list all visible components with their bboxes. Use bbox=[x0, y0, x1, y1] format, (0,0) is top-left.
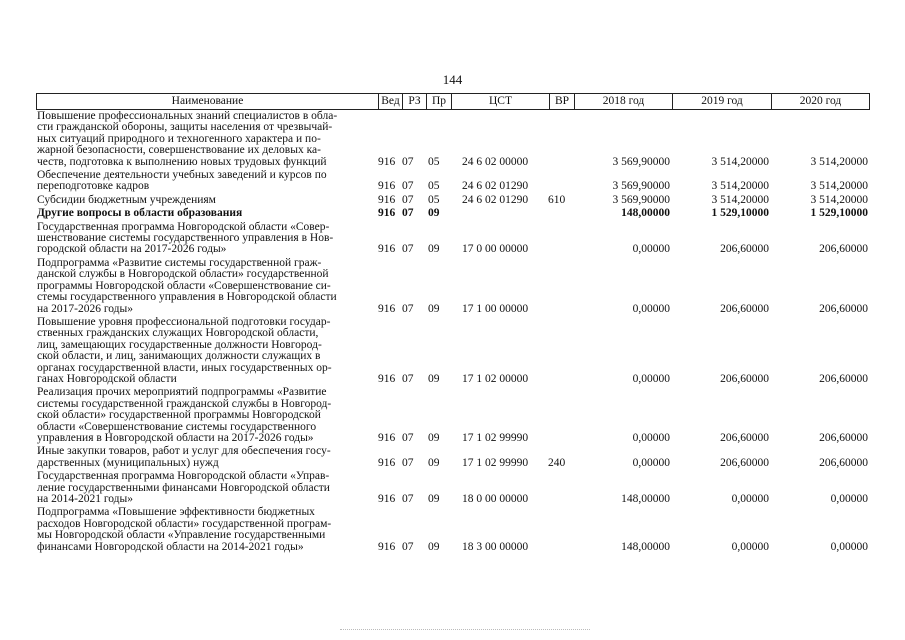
row-name-line: Обеспечение деятельности учебных заведений и курсов по bbox=[37, 169, 327, 182]
row-name-line: жарной безопасности, совершенствование их деловых ка- bbox=[37, 144, 321, 157]
row-2018: 3 569,90000 bbox=[612, 180, 670, 193]
row-name-line: сти гражданской обороны, защиты населения от чрезвычай- bbox=[37, 121, 333, 134]
row-2018: 0,00000 bbox=[632, 243, 670, 256]
table-row bbox=[36, 470, 870, 506]
row-pr: 05 bbox=[428, 155, 440, 168]
row-name-line: Реализация прочих мероприятий подпрограммы «Развитие bbox=[37, 386, 327, 399]
row-pr: 09 bbox=[428, 243, 440, 256]
row-cst: 24 6 02 01290 bbox=[462, 193, 529, 206]
row-name bbox=[36, 316, 377, 386]
row-2018: 0,00000 bbox=[632, 372, 670, 385]
row-pr: 09 bbox=[428, 302, 440, 315]
row-name-line: на 2014-2021 годы» bbox=[37, 493, 134, 505]
row-pr: 09 bbox=[428, 372, 440, 385]
row-name-line: органах государственной власти, иных государственных ор- bbox=[37, 361, 332, 374]
row-name-line: данской службы в Новгородской области» государственной bbox=[37, 268, 329, 281]
header-ved: Вед bbox=[378, 94, 402, 109]
table-row bbox=[36, 445, 870, 470]
row-2019: 206,60000 bbox=[720, 302, 769, 315]
row-pr: 09 bbox=[428, 493, 440, 505]
table-row bbox=[36, 110, 870, 169]
row-2019: 206,60000 bbox=[720, 372, 769, 385]
row-2018: 0,00000 bbox=[632, 431, 670, 444]
header-rz: РЗ bbox=[402, 94, 426, 109]
row-2018: 0,00000 bbox=[632, 456, 670, 469]
row-name-line: Государственная программа Новгородской области «Управ- bbox=[37, 470, 330, 483]
row-rz: 07 bbox=[402, 372, 414, 385]
row-name-line: стемы государственного управления в Новгородской области bbox=[37, 291, 337, 304]
table-row bbox=[36, 506, 870, 554]
row-cst: 17 1 02 99990 bbox=[462, 431, 529, 444]
row-name bbox=[36, 207, 377, 220]
row-2020: 206,60000 bbox=[819, 456, 868, 469]
row-name-line: программы Новгородской области «Совершенствование си- bbox=[37, 279, 331, 292]
row-name-line: городской области на 2017-2026 годы» bbox=[37, 243, 227, 256]
row-name-line: Государственная программа Новгородской области «Совер- bbox=[37, 220, 330, 233]
scan-artifact bbox=[340, 629, 590, 632]
row-name bbox=[36, 221, 377, 257]
row-name-line: расходов Новгородской области» государственной програм- bbox=[37, 517, 332, 530]
table-row bbox=[36, 169, 870, 194]
row-2019: 1 529,10000 bbox=[711, 207, 769, 220]
row-cst: 17 1 02 00000 bbox=[462, 372, 529, 385]
row-name-line: мы Новгородской области «Управление государственными bbox=[37, 529, 326, 542]
row-cst: 24 6 02 00000 bbox=[462, 155, 529, 168]
table-body bbox=[36, 110, 870, 554]
row-ved: 916 bbox=[378, 180, 396, 193]
row-name-line: ской области, и лиц, занимающих должности служащих в bbox=[37, 350, 321, 363]
row-rz: 07 bbox=[402, 243, 414, 256]
row-name-line: дарственных (муниципальных) нужд bbox=[37, 456, 219, 469]
row-name-line: области «Совершенствование системы государственного bbox=[37, 420, 317, 433]
row-rz: 07 bbox=[402, 540, 414, 553]
row-pr: 09 bbox=[428, 540, 440, 553]
row-pr: 09 bbox=[428, 207, 440, 220]
row-2018: 148,00000 bbox=[621, 493, 670, 505]
header-pr: Пр bbox=[426, 94, 451, 109]
row-ved: 916 bbox=[378, 540, 396, 553]
row-2018: 148,00000 bbox=[621, 540, 670, 553]
row-cst: 18 0 00 00000 bbox=[462, 493, 529, 505]
row-ved: 916 bbox=[378, 456, 396, 469]
row-name-line: Подпрограмма «Повышение эффективности бюджетных bbox=[37, 506, 315, 519]
row-name-line: ской области» государственной программы Новгородской bbox=[37, 409, 321, 422]
row-pr: 09 bbox=[428, 431, 440, 444]
row-rz: 07 bbox=[402, 302, 414, 315]
row-rz: 07 bbox=[402, 193, 414, 206]
row-2020: 3 514,20000 bbox=[810, 155, 868, 168]
table-row bbox=[36, 207, 870, 220]
row-2020: 206,60000 bbox=[819, 302, 868, 315]
row-2020: 206,60000 bbox=[819, 243, 868, 256]
header-2018: 2018 год bbox=[574, 94, 672, 109]
row-2020: 0,00000 bbox=[830, 540, 868, 553]
row-name bbox=[36, 386, 377, 445]
row-name-line: Субсидии бюджетным учреждениям bbox=[37, 193, 216, 206]
row-vr: 610 bbox=[548, 193, 566, 206]
row-pr: 09 bbox=[428, 456, 440, 469]
row-2018: 3 569,90000 bbox=[612, 155, 670, 168]
row-ved: 916 bbox=[378, 155, 396, 168]
row-name bbox=[36, 445, 377, 470]
row-2020: 3 514,20000 bbox=[810, 193, 868, 206]
row-ved: 916 bbox=[378, 372, 396, 385]
row-cst: 17 0 00 00000 bbox=[462, 243, 529, 256]
row-name-line: Иные закупки товаров, работ и услуг для обеспечения госу- bbox=[37, 445, 331, 458]
row-name-line: финансами Новгородской области на 2014-2021 годы» bbox=[37, 540, 304, 553]
row-name bbox=[36, 470, 377, 506]
row-name-line: ственных гражданских служащих Новгородской области, bbox=[37, 327, 319, 340]
budget-table bbox=[36, 93, 870, 554]
row-cst: 18 3 00 00000 bbox=[462, 540, 529, 553]
row-name bbox=[36, 194, 377, 207]
row-2019: 206,60000 bbox=[720, 243, 769, 256]
header-name: Наименование bbox=[171, 95, 244, 107]
row-rz: 07 bbox=[402, 180, 414, 193]
row-ved: 916 bbox=[378, 431, 396, 444]
row-2019: 0,00000 bbox=[731, 493, 769, 505]
row-vr: 240 bbox=[548, 456, 566, 469]
page-number: 144 bbox=[442, 72, 463, 87]
header-cst: ЦСТ bbox=[451, 94, 549, 109]
row-name-line: лиц, замещающих государственные должности Новгород- bbox=[37, 338, 322, 351]
row-2019: 3 514,20000 bbox=[711, 180, 769, 193]
row-name-line: системы государственной гражданской службы в Новгород- bbox=[37, 397, 332, 410]
row-2020: 206,60000 bbox=[819, 372, 868, 385]
row-name bbox=[36, 506, 377, 554]
row-ved: 916 bbox=[378, 493, 396, 505]
row-2019: 3 514,20000 bbox=[711, 193, 769, 206]
row-name-line: Подпрограмма «Развитие системы государственной граж- bbox=[37, 256, 322, 269]
row-2020: 206,60000 bbox=[819, 431, 868, 444]
row-cst: 17 1 00 00000 bbox=[462, 302, 529, 315]
row-2020: 1 529,10000 bbox=[810, 207, 868, 220]
row-name bbox=[36, 169, 377, 194]
row-rz: 07 bbox=[402, 431, 414, 444]
row-name-line: на 2017-2026 годы» bbox=[37, 302, 134, 315]
table-row bbox=[36, 221, 870, 257]
row-2020: 3 514,20000 bbox=[810, 180, 868, 193]
row-name-line: Повышение профессиональных знаний специалистов в обла- bbox=[37, 110, 338, 122]
row-name-line: управления в Новгородской области на 2017-2026 годы» bbox=[37, 431, 314, 444]
table-header bbox=[36, 93, 870, 110]
row-ved: 916 bbox=[378, 302, 396, 315]
row-2018: 148,00000 bbox=[621, 207, 670, 220]
row-ved: 916 bbox=[378, 243, 396, 256]
header-2019: 2019 год bbox=[672, 94, 771, 109]
row-2018: 0,00000 bbox=[632, 302, 670, 315]
table-row bbox=[36, 386, 870, 445]
row-name-line: переподготовке кадров bbox=[37, 180, 150, 193]
row-pr: 05 bbox=[428, 193, 440, 206]
row-2020: 0,00000 bbox=[830, 493, 868, 505]
row-cst: 17 1 02 99990 bbox=[462, 456, 529, 469]
table-row bbox=[36, 194, 870, 207]
row-2019: 206,60000 bbox=[720, 456, 769, 469]
row-rz: 07 bbox=[402, 493, 414, 505]
table-row bbox=[36, 316, 870, 386]
row-ved: 916 bbox=[378, 193, 396, 206]
row-rz: 07 bbox=[402, 456, 414, 469]
row-ved: 916 bbox=[378, 207, 396, 220]
table-row bbox=[36, 257, 870, 316]
row-cst: 24 6 02 01290 bbox=[462, 180, 529, 193]
row-name-line: ганах Новгородской области bbox=[37, 372, 177, 385]
row-2019: 206,60000 bbox=[720, 431, 769, 444]
row-rz: 07 bbox=[402, 155, 414, 168]
row-name-line: ление государственными финансами Новгородской области bbox=[37, 481, 330, 494]
row-name-line: шенствование системы государственного управления в Нов- bbox=[37, 232, 334, 245]
row-2019: 0,00000 bbox=[731, 540, 769, 553]
header-vr: ВР bbox=[549, 94, 574, 109]
row-2019: 3 514,20000 bbox=[711, 155, 769, 168]
row-pr: 05 bbox=[428, 180, 440, 193]
row-name-line: Повышение уровня профессиональной подготовки государ- bbox=[37, 315, 331, 328]
row-rz: 07 bbox=[402, 207, 414, 220]
row-name bbox=[36, 110, 377, 169]
row-name-line: Другие вопросы в области образования bbox=[37, 207, 243, 220]
row-name-line: честв, подготовка к выполнению новых трудовых функций bbox=[37, 155, 327, 168]
row-name bbox=[36, 257, 377, 316]
row-2018: 3 569,90000 bbox=[612, 193, 670, 206]
header-2020: 2020 год bbox=[771, 94, 869, 109]
row-name-line: ных ситуаций природного и техногенного характера и по- bbox=[37, 132, 321, 145]
